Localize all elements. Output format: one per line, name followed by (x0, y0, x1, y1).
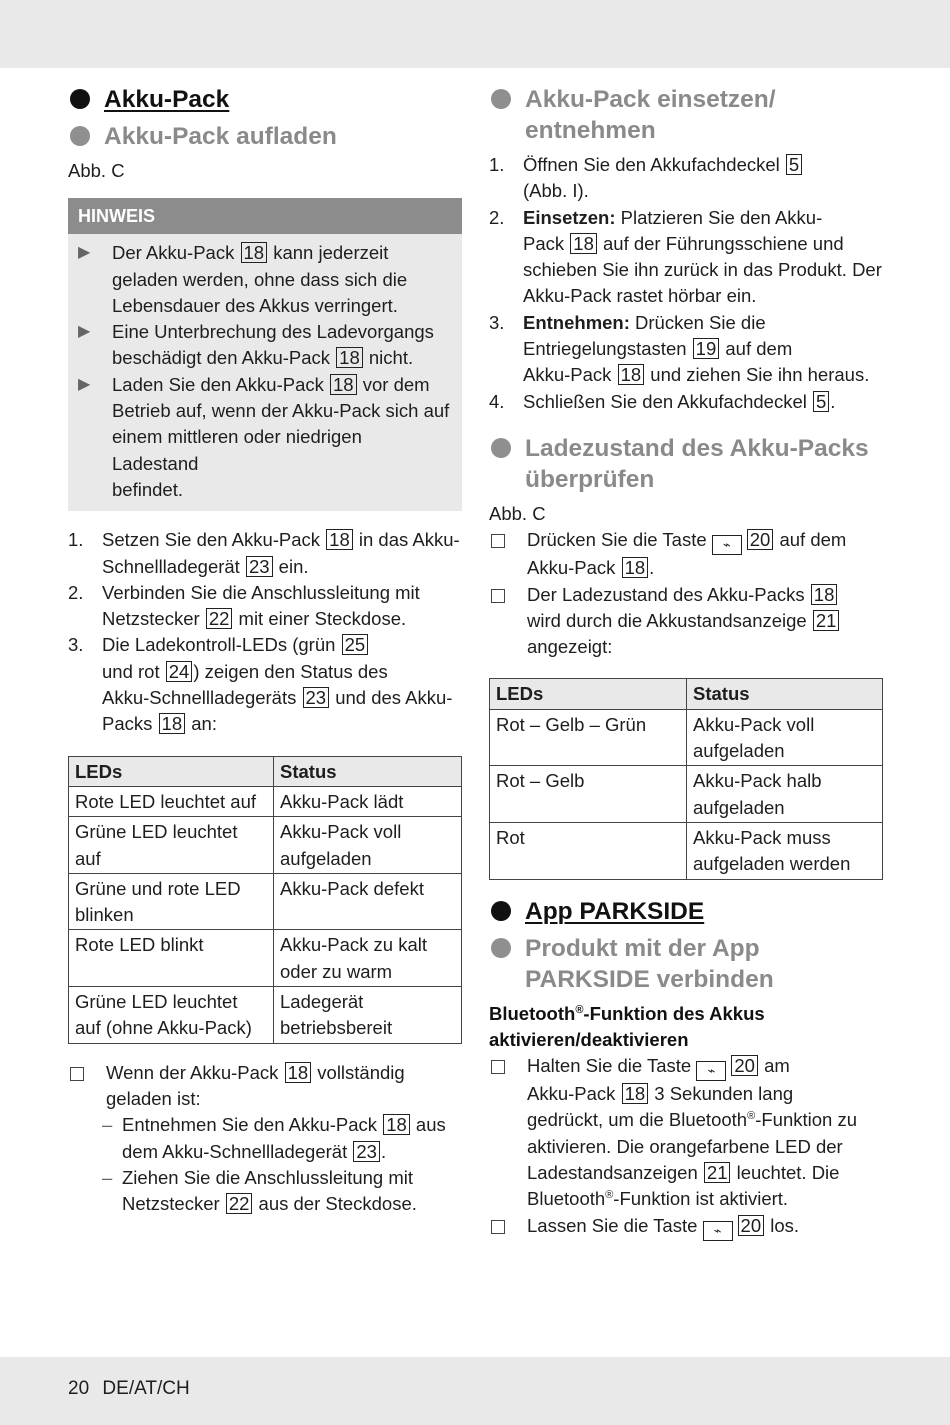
figure-reference: Abb. C (489, 502, 546, 524)
step-item: 4. Schließen Sie den Akkufachdeckel 5 . (489, 390, 836, 412)
left-column (68, 84, 462, 1217)
table-cell: Akku-Pack voll aufgeladen (274, 817, 462, 874)
table-cell: Rote LED blinkt (69, 930, 274, 987)
table-header: LEDs (490, 679, 687, 709)
table-row (69, 930, 462, 987)
step-item: 1. Setzen Sie den Akku-Pack 18 in das Akku- Schnellladegerät 23 ein. (68, 529, 460, 577)
checklist-item: Der Ladezustand des Akku-Packs 18 wird durch die Akkustandsanzeige 21 angezeigt: (489, 582, 883, 661)
table-header: Status (274, 756, 462, 786)
checkbox-icon (491, 1060, 505, 1074)
charger-led-table (68, 756, 462, 1044)
note-item: ▶ Laden Sie den Akku-Pack 18 vor dem Betrieb auf, wenn der Akku-Pack sich auf einem mittleren oder niedrigen Ladestand befindet. (78, 372, 452, 503)
checkbox-icon (491, 589, 505, 603)
step-item: 2. Einsetzen: Platzieren Sie den Akku- Pack 18 auf der Führungsschiene und schieben Sie ihn zurück in das Produkt. Der Akku-Pack rastet hörbar ein. (489, 206, 882, 307)
step-item: 3. Entnehmen: Drücken Sie die Entriegelungstasten 19 auf dem Akku-Pack 18 und ziehen Sie ihn heraus. (489, 311, 870, 386)
checkbox-icon (491, 1220, 505, 1234)
right-column (489, 84, 883, 1241)
part-ref: 23 (303, 687, 330, 708)
part-ref: 22 (226, 1193, 253, 1214)
part-ref: 23 (246, 556, 273, 577)
checklist-item: Halten Sie die Taste ⌁ 20 am Akku-Pack 18 3 Sekunden lang gedrückt, um die Bluetooth®-Funktion zu aktivieren. Die orangefarbene LED der Ladestandsanzeigen 21 leuchtet. Die Bluetooth®-Funktion ist aktiviert. (489, 1053, 883, 1212)
language-code: DE/AT/CH (102, 1378, 190, 1399)
part-ref: 20 (738, 1215, 765, 1236)
table-cell: Grüne und rote LED blinken (69, 873, 274, 930)
checkbox-icon (491, 534, 505, 548)
part-ref: 18 (383, 1114, 410, 1135)
step-item: 2. Verbinden Sie die Anschlussleitung mit Netzstecker 22 mit einer Steckdose. (68, 581, 420, 630)
table-cell: Akku-Pack voll aufgeladen (687, 709, 883, 766)
subsection-heading-aufladen: Akku-Pack aufladen (68, 121, 462, 152)
table-row (69, 786, 462, 816)
table-header-row (490, 679, 883, 709)
table-cell: Akku-Pack defekt (274, 873, 462, 930)
table-row (69, 873, 462, 930)
note-title: HINWEIS (68, 198, 462, 234)
battery-button-icon: ⌁ (712, 535, 742, 555)
table-cell: Rot – Gelb – Grün (490, 709, 687, 766)
table-cell: Akku-Pack lädt (274, 786, 462, 816)
table-row (69, 987, 462, 1044)
triangle-bullet-icon: ▶ (78, 244, 91, 262)
subsection-heading-ladezustand: Ladezustand des Akku-Packs überprüfen (489, 433, 883, 495)
table-cell: Rote LED leuchtet auf (69, 786, 274, 816)
note-box (68, 198, 462, 511)
bullet-dot-icon (70, 126, 90, 146)
subsection-heading-einsetzen: Akku-Pack einsetzen/ entnehmen (489, 84, 883, 146)
part-ref: 18 (285, 1062, 312, 1083)
bullet-dot-icon (491, 89, 511, 109)
table-header: LEDs (69, 756, 274, 786)
part-ref: 18 (622, 557, 649, 578)
sub-list-item: – Entnehmen Sie den Akku-Pack 18 aus dem Akku-Schnellladegerät 23 . (68, 1112, 462, 1165)
bluetooth-heading: Bluetooth®-Funktion des Akkus aktivieren/deaktivieren (489, 1002, 765, 1050)
table-row (490, 709, 883, 766)
bullet-dot-icon (491, 938, 511, 958)
table-cell: Rot – Gelb (490, 766, 687, 823)
part-ref: 25 (342, 634, 369, 655)
checklist-item: Drücken Sie die Taste ⌁ 20 auf dem Akku-Pack 18 . (489, 527, 883, 581)
table-cell: Grüne LED leuchtet auf (69, 817, 274, 874)
table-cell: Ladegerät betriebsbereit (274, 987, 462, 1044)
table-row (69, 817, 462, 874)
bullet-dot-icon (491, 438, 511, 458)
part-ref: 18 (326, 529, 353, 550)
table-cell: Rot (490, 822, 687, 879)
table-cell: Akku-Pack halb aufgeladen (687, 766, 883, 823)
figure-reference: Abb. C (68, 160, 125, 181)
part-ref: 18 (241, 242, 268, 263)
dash-bullet-icon: – (102, 1166, 113, 1188)
table-cell: Grüne LED leuchtet auf (ohne Akku-Pack) (69, 987, 274, 1044)
part-ref: 5 (786, 154, 802, 175)
part-ref: 21 (813, 610, 840, 631)
part-ref: 20 (731, 1055, 758, 1076)
sub-list-item: – Ziehen Sie die Anschlussleitung mit Netzstecker 22 aus der Steckdose. (68, 1165, 462, 1218)
table-row (490, 766, 883, 823)
part-ref: 18 (159, 713, 186, 734)
part-ref: 18 (622, 1083, 649, 1104)
header-band (0, 0, 950, 68)
page-footer (68, 1378, 190, 1400)
part-ref: 22 (206, 608, 233, 629)
note-item: ▶ Eine Unterbrechung des Ladevorgangs beschädigt den Akku-Pack 18 nicht. (78, 319, 452, 372)
note-item: ▶ Der Akku-Pack 18 kann jederzeit geladen werden, ohne dass sich die Lebensdauer des Akkus verringert. (78, 240, 452, 319)
checklist-item: Lassen Sie die Taste ⌁ 20 los. (489, 1213, 883, 1241)
part-ref: 18 (336, 347, 363, 368)
triangle-bullet-icon: ▶ (78, 375, 91, 393)
part-ref: 5 (813, 391, 829, 412)
bullet-dot-icon (491, 901, 511, 921)
dash-bullet-icon: – (102, 1114, 113, 1136)
part-ref: 21 (704, 1162, 731, 1183)
part-ref: 18 (330, 374, 357, 395)
step-item: 3. Die Ladekontroll-LEDs (grün 25 und rot 24 ) zeigen den Status des Akku-Schnellladegeräts 23 und des Akku- Packs 18 an: (68, 634, 453, 735)
subsection-heading-verbinden: Produkt mit der App PARKSIDE verbinden (489, 933, 883, 995)
table-header-row (69, 756, 462, 786)
part-ref: 19 (693, 338, 720, 359)
section-heading-akku-pack: Akku-Pack (68, 84, 462, 115)
checklist-item: Wenn der Akku-Pack 18 vollständig geladen ist: (68, 1060, 462, 1113)
part-ref: 20 (747, 529, 774, 550)
bullet-dot-icon (70, 89, 90, 109)
part-ref: 24 (166, 661, 193, 682)
triangle-bullet-icon: ▶ (78, 323, 91, 341)
battery-button-icon: ⌁ (696, 1061, 726, 1081)
part-ref: 18 (570, 233, 597, 254)
table-cell: Akku-Pack muss aufgeladen werden (687, 822, 883, 879)
battery-status-table (489, 678, 883, 879)
part-ref: 23 (353, 1141, 380, 1162)
page-number: 20 (68, 1378, 90, 1399)
step-item: 1. Öffnen Sie den Akkufachdeckel 5 (Abb. I). (489, 152, 883, 205)
part-ref: 18 (811, 584, 838, 605)
table-row (490, 822, 883, 879)
battery-button-icon: ⌁ (703, 1221, 733, 1241)
checkbox-icon (70, 1067, 84, 1081)
table-header: Status (687, 679, 883, 709)
section-heading-app: App PARKSIDE (489, 896, 883, 927)
part-ref: 18 (618, 364, 645, 385)
table-cell: Akku-Pack zu kalt oder zu warm (274, 930, 462, 987)
